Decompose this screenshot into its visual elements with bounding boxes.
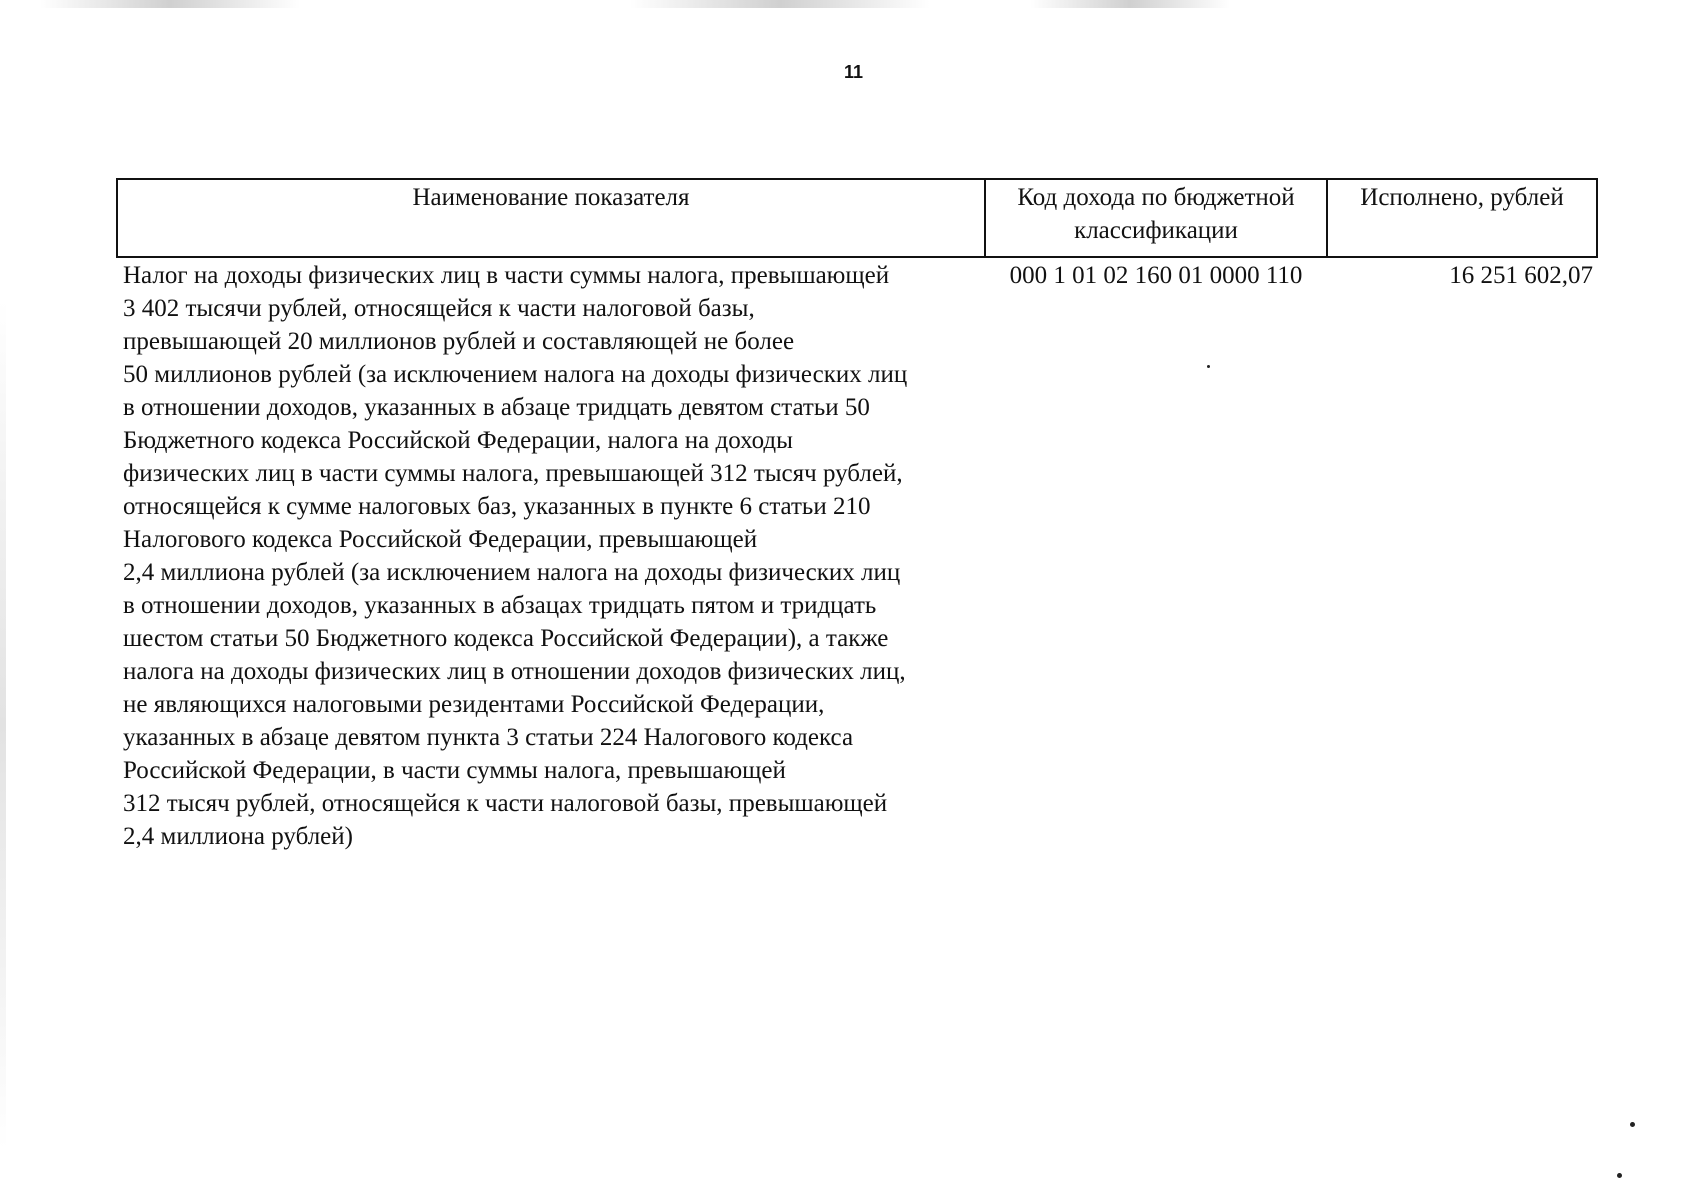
header-executed: Исполнено, рублей xyxy=(1327,179,1597,257)
cell-executed-amount: 16 251 602,07 xyxy=(1449,262,1593,289)
cell-indicator-name xyxy=(117,257,985,853)
scan-speck xyxy=(1617,1173,1622,1178)
scan-artifact-top-center xyxy=(630,0,930,8)
scan-artifact-top-right xyxy=(1030,0,1230,8)
scan-speck xyxy=(1207,365,1210,368)
report-table xyxy=(116,178,1598,853)
page-number: 11 xyxy=(843,62,864,82)
header-income-code: Код дохода по бюджетной классификации xyxy=(985,179,1327,257)
table-row xyxy=(117,257,1597,853)
scan-artifact-top-left xyxy=(40,0,300,8)
cell-income-code: 000 1 01 02 160 01 0000 110 xyxy=(1009,262,1303,289)
table-header-row xyxy=(117,179,1597,257)
header-indicator-name: Наименование показателя xyxy=(117,179,985,257)
indicator-name-text: Налог на доходы физических лиц в части суммы налога, превышающей 3 402 тысячи рублей, относящейся к части налоговой базы, превышающей 20 миллионов рублей и составляющей не более 50 миллионов рублей (за исключением налога на доходы физических лиц в отношении доходов, указанных в абзаце тридцать девятом статьи 50 Бюджетного кодекса Российской Федерации, налога на доходы физических лиц в части суммы налога, превышающей 312 тысяч рублей, относящейся к сумме налоговых баз, указанных в пункте 6 статьи 210 Налогового кодекса Российской Федерации, превышающей 2,4 миллиона рублей (за исключением налога на доходы физических лиц в отношении доходов, указанных в абзацах тридцать пятом и тридцать шестом статьи 50 Бюджетного кодекса Российской Федерации), а также налога на доходы физических лиц в отношении доходов физических лиц, не являющихся налоговыми резидентами Российской Федерации, указанных в абзаце девятом пункта 3 статьи 224 Налогового кодекса Российской Федерации, в части суммы налога, превышающей 312 тысяч рублей, относящейся к части налоговой базы, превышающей 2,4 миллиона рублей) xyxy=(123,262,908,850)
scan-artifact-left-edge xyxy=(0,300,6,1150)
scan-speck xyxy=(1630,1122,1635,1127)
